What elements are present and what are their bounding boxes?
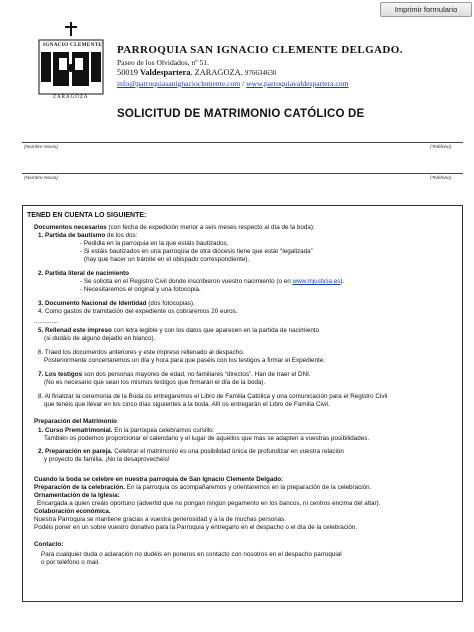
city: ZARAGOZA.	[194, 68, 243, 77]
contact-line-1: Para cualquier duda o aclaración no dudéis en poneros en contacto con nosotros en el despacho parroquial	[41, 551, 342, 558]
prep-item-1: 1. Curso Prematrimonial. En la parroquia celebramos cursillo: ______________________________	[38, 427, 322, 434]
ornament-heading: Ornamentación de la Iglesia:	[34, 492, 120, 499]
item-3: 3. Documento Nacional de Identidad (dos fotocopias).	[38, 300, 195, 307]
item-1-line-1: - Pedidla en la parroquia en la que estáis bautizados.	[80, 240, 229, 247]
email-link[interactable]: info@parroquiasanignacioclemente.com	[117, 79, 241, 88]
item-8-line-2: que tenéis que llevar en los cinco días siguientes a la boda. Allí os entregarán el Libro de Familia Civil.	[44, 401, 330, 408]
item-1-line-3: (hay que hacer un trámite en el obispado correspondiente).	[84, 256, 250, 263]
celebration-heading: Cuando la boda se celebre en nuestra parroquia de San Ignacio Clemente Delgado:	[34, 476, 284, 483]
parish-contact-line	[117, 79, 349, 88]
contact-heading: Contacto:	[34, 541, 64, 548]
postal-code: 50019	[117, 68, 138, 77]
phone: 976634630	[244, 69, 277, 77]
item-1-line-2: - Si estáis bautizados en una parroquia de otra diócesis tiene que estar “legalizada”	[80, 248, 313, 255]
docs-line: Documentos necesarios (con fecha de expedición menor a seis meses respecto al día de la boda):	[34, 224, 315, 231]
novio-line[interactable]	[22, 142, 463, 143]
logo-place-text: ZARAGOZA	[53, 95, 89, 100]
novio-label: (Nombre Novio)	[24, 145, 58, 150]
form-title: SOLICITUD DE MATRIMONIO CATÓLICO DE	[117, 108, 365, 120]
parish-address: Paseo de los Olvidados, nº 51.	[117, 58, 209, 67]
prep-item-2-line-2: y proyecto de familia. ¡No la desaprovechéis!	[44, 456, 170, 463]
parish-logo-cross-icon	[35, 22, 107, 102]
item-4: 4. Como gastos de tramitación del expediente os cobraremos 20 euros.	[38, 308, 238, 315]
district: Valdespartera	[140, 68, 191, 77]
item-2: 2. Partida literal de nacimiento	[38, 270, 129, 277]
prep-item-1-line-2: También os podemos proporcionar el calendario y el lugar de aquellos que más se adapten a vuestras posibilidades.	[44, 435, 370, 442]
novia-label: (Nombre Novia)	[24, 176, 58, 181]
item-2-line-2: - Necesitaremos el original y una fotocopia.	[80, 286, 201, 293]
item-5-line-2: (si dudáis de alguno dejadlo en blanco).	[44, 335, 156, 342]
ornament-text: Encargada a quien creáis oportuno (advertid que no pongan ningún pegamento en los bancos, ni centros encima del altar).	[37, 500, 381, 507]
notes-heading: TENED EN CUENTA LO SIGUIENTE:	[27, 212, 147, 219]
print-form-button[interactable]: Imprimir formulario	[380, 2, 472, 17]
contact-separator: /	[240, 79, 247, 88]
mjusticia-link[interactable]: www.mjusticia.es	[292, 278, 341, 285]
item-6: 6. Traed los documentos anteriores y este impreso rellenado al despacho.	[38, 349, 245, 356]
novia-line[interactable]	[22, 173, 463, 174]
logo-name-text: IGNACIO CLEMENTE	[43, 42, 103, 48]
prep-item-2: 2. Preparación en pareja. Celebrar el matrimonio es una posibilidad única de profundizar en vuestra relación	[38, 448, 344, 455]
parish-logo	[35, 22, 107, 102]
contact-line-2: o por teléfono o mail.	[41, 559, 100, 566]
parish-name: PARROQUIA SAN IGNACIO CLEMENTE DELGADO.	[117, 44, 403, 56]
item-6-line-2: Posteriormente concertaremos un día y hora para que paséis con los testigos a firmar el Expediente.	[44, 357, 326, 364]
novia-phone-label: (Teléfono)	[430, 176, 452, 181]
item-2-line-1: - Se solicita en el Registro Civil donde inscribieron vuestro nacimiento (o en www.mjusticia.es).	[80, 278, 345, 285]
parish-city-line: 50019 Valdespartera. ZARAGOZA. 976634630	[117, 68, 277, 77]
item-5: 5. Rellenad este impreso con letra legible y con los datos que aparecen en la partida de nacimiento	[38, 327, 320, 334]
item-7-line-2: (No es necesario que sean los mismos testigos que firmarán el día de la boda).	[44, 379, 266, 386]
novio-phone-label: (Teléfono)	[430, 145, 452, 150]
celebration-prep: Preparación de la celebración. En la parroquia os acompañaremos y orientaremos en la preparación de la celebración.	[34, 484, 372, 491]
item-1: 1. Partida de bautismo de los dos:	[38, 232, 138, 239]
economic-line-1: Nuestra Parroquia se mantiene gracias a vuestra generosidad y a la de muchas personas.	[34, 516, 287, 523]
notes-box	[22, 205, 463, 602]
website-link[interactable]: www.parroquiavaldespartera.com	[246, 79, 349, 88]
separator-dots: ..............	[34, 318, 59, 325]
item-8: 8. Al finalizar la ceremonia de la Boda os entregaremos el Libro de Familia Católica y una comunicación para el Registro Civil	[38, 393, 388, 400]
item-7: 7. Los testigos son dos personas mayores de edad, no familiares “directos”. Han de traer el DNI.	[38, 371, 311, 378]
economic-heading: Colaboración económica.	[34, 508, 111, 515]
prep-heading: Preparación del Matrimonio	[34, 418, 117, 425]
economic-line-2: Podéis poner en un sobre vuestro donativo para la Parroquia y entregarlo en el despacho o el día de la celebración.	[34, 524, 358, 531]
